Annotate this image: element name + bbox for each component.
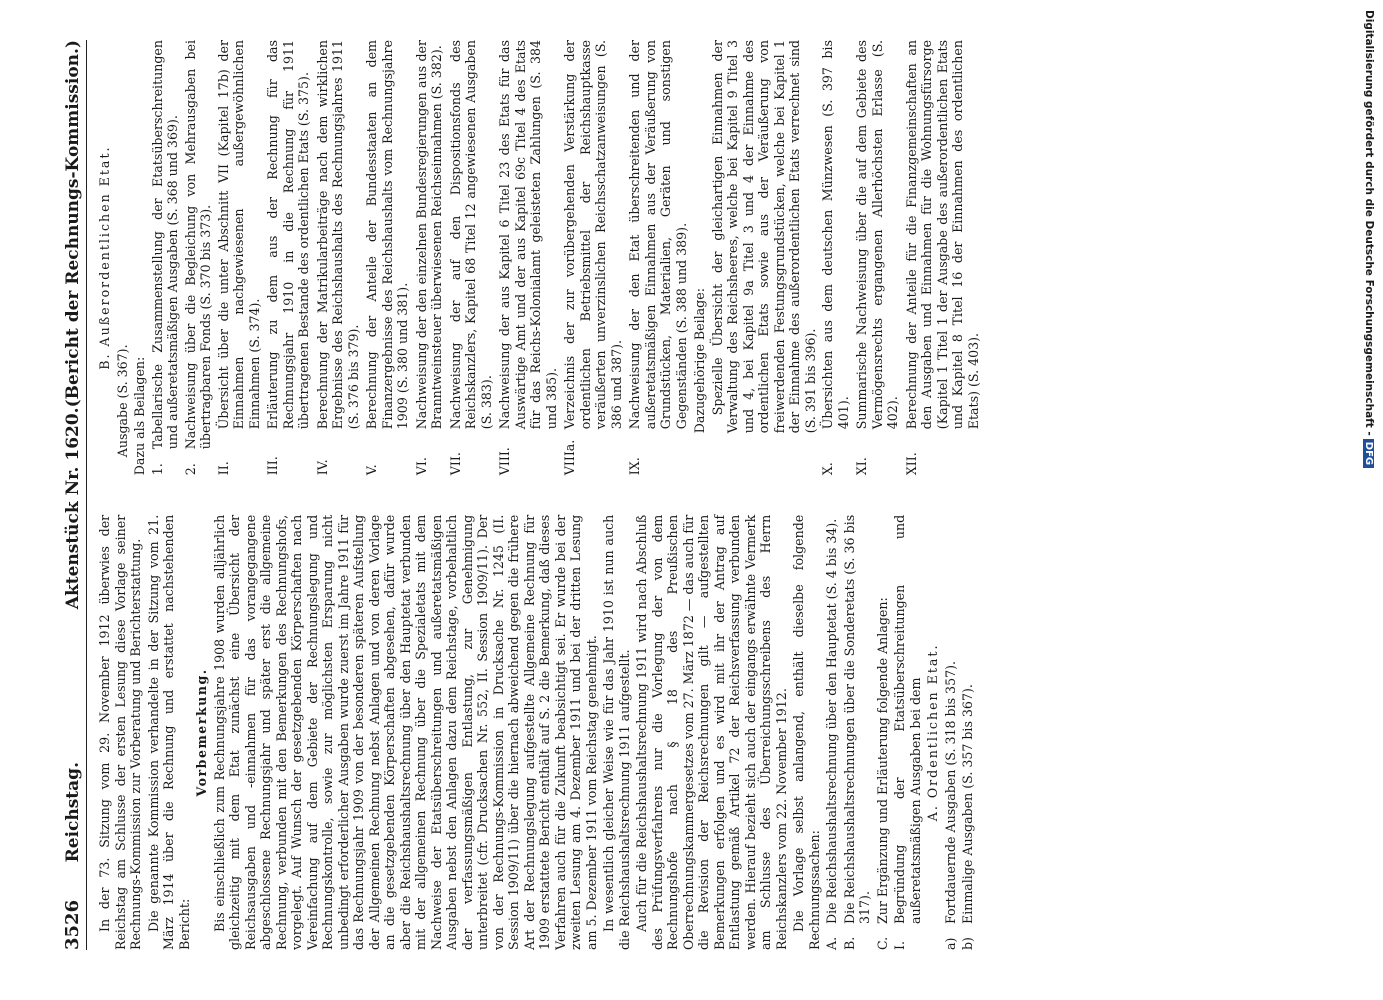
list-item-text: Summarische Nachweisung über die auf dem Gebiete des Vermögensrechts ergangenen Allerhöchsten Erlasse (S. 402).	[854, 40, 900, 430]
list-item-text: Nachweisung der den Etat überschreitenden und der außeretatsmäßigen Einnahmen aus der Veräußerung von Grundstücken, Materialien, Geräten und sonstigen Gegenständen (S. 388 und 389).	[627, 40, 689, 430]
list-item-text: Nachweisung der aus Kapitel 6 Titel 23 des Etats für das Auswärtige Amt und der aus Kapitel 69c Titel 4 des Etats für das Reichs-Kolonialamt geleisteten Zahlungen (S. 384 und 385).	[497, 40, 559, 430]
list-item-text: Verzeichnis der zur vorübergehenden Verstärkung der ordentlichen Betriebsmittel der Reichshauptkasse veräußerten unverzinslichen Reichsschatzanweisungen (S. 386 und 387).	[562, 40, 624, 430]
list-item-label: X.	[820, 462, 835, 476]
list-item-label: A.	[824, 936, 839, 950]
list-item-label: VIII.	[497, 447, 512, 476]
list-item-label: a)	[942, 937, 958, 950]
list-item	[562, 40, 624, 475]
list-item-label: b)	[960, 937, 975, 950]
list-item	[414, 40, 445, 475]
section-heading: Vorbemerkung.	[194, 668, 209, 797]
list-item-text: Nachweisung der den einzelnen Bundesregierungen aus der Branntweinsteuer überwiesenen Reichseinnahmen (S. 382).	[413, 40, 444, 430]
list-item-label: I.	[892, 941, 907, 950]
list-item-label: II.	[215, 461, 231, 476]
list-item-text: Übersichten aus dem deutschen Münzwesen (S. 397 bis 401).	[820, 40, 851, 430]
list-item-label: VII.	[447, 452, 463, 476]
list-item-text: Nachweisung über die Begleichung von Mehrausgaben bei übertragbaren Fonds (S. 370 bis 373).	[182, 40, 213, 450]
ausgabe-line: Ausgabe (S. 367).	[114, 344, 130, 458]
page-number: 3526	[62, 899, 83, 950]
list-item-label: VIIIa.	[562, 439, 577, 476]
list-item	[627, 40, 689, 475]
list-item-label: C.	[874, 936, 890, 950]
digitization-text: Digitalisierung gefördert durch die Deutsche Forschungsgemeinschaft -	[1363, 10, 1375, 436]
beilage-text: Spezielle Übersicht der gleichartigen Einnahmen der Verwaltung des Reichsheeres, welche bei Kapitel 9 Titel 3 und 4, bei Kapitel 9a Titel 3 und 4 der Einnahme des ordentlichen Etats sowie aus der Veräußerung von freiwerdenden Festungsgrundstücken, welche bei Kapitel 1 der Einnahme des außerordentlichen Etats verrechnet sind (S. 391 bis 396).	[709, 40, 818, 434]
list-item-text: Berechnung der Matrikularbeiträge nach dem wirklichen Ergebnisse des Reichshaushalts des Rechnungsjahres 1911 (S. 376 bis 379).	[314, 40, 361, 430]
vorbemerkung-paragraph-3: Auch für die Reichshaushaltsrechnung 1911 wird nach Abschluß des Prüfungsverfahrens nur die Vorlegung der von dem Rechnungshofe nach § 18 des Preußischen Oberrechnungskammergesetzes vom 27. März 1872 — das auch für die Revision der Reichsrechnungen gilt — aufgestellten Bemerkungen erfolgen und es wird mit ihr der Antrag auf Entlastung gemäß Artikel 72 der Reichsverfassung verbunden werden. Hierauf bezieht sich auch der eingangs erwähnte Vermerk am Schlusse des Überreichungsschreibens des Herrn Reichskanzlers vom 22. November 1912.	[634, 514, 789, 950]
left-column	[97, 515, 984, 950]
list-item	[943, 515, 959, 950]
subheading-ausserordentlich: B. Außerordentlichen Etat.	[97, 145, 112, 370]
page-header	[62, 40, 87, 950]
right-column	[97, 40, 984, 475]
list-item-text: Einmalige Ausgaben (S. 357 bis 367).	[960, 684, 975, 924]
list-item-label: VI.	[413, 457, 429, 476]
intro-paragraph-2: Die genannte Kommission verhandelte in der Sitzung vom 21. März 1914 über die Rechnung und erstattet nachstehenden Bericht:	[145, 514, 192, 950]
list-item-label: IV.	[314, 459, 330, 476]
list-item	[820, 40, 851, 475]
intro-paragraph-1: In der 73. Sitzung vom 29. November 1912 überwies der Reichstag am Schlusse der ersten Lesung diese Vorlage seiner Rechnungs-Kommission zur Vorberatung und Berichterstattung.	[97, 514, 143, 950]
beilage-heading: Dazugehörige Beilage:	[692, 288, 707, 434]
list-item-text: Die Reichshaushaltsrechnung über den Hauptetat (S. 4 bis 34).	[824, 518, 839, 924]
list-item-text: Begründung der Etatsüberschreitungen und außeretatsmäßigen Ausgaben bei dem	[892, 514, 923, 924]
dfg-badge: DFG	[1364, 439, 1375, 468]
digitization-note	[1361, 10, 1377, 990]
list-item-text: Zur Ergänzung und Erläuterung folgende Anlagen:	[874, 597, 890, 924]
list-item-label: B.	[841, 936, 857, 950]
list-item	[150, 40, 181, 475]
list-item	[216, 40, 263, 475]
vorlage-paragraph: Die Vorlage selbst anlangend, enthält dieselbe folgende Rechnungssachen:	[791, 514, 822, 950]
list-item	[842, 515, 873, 950]
list-item	[364, 40, 411, 475]
beilagen-intro: Dazu als Beilagen:	[132, 356, 147, 476]
list-item-text: Berechnung der Anteile der Bundesstaaten an dem Finanzergebnisse des Reichshaushalts vom Rechnungsjahre 1909 (S. 380 und 381).	[364, 40, 410, 430]
vorbemerkung-paragraph-1: Bis einschließlich zum Rechnungsjahre 1908 wurden alljährlich gleichzeitig mit dem Etat zunächst eine Übersicht der Reichsausgaben und -einnahmen für das vorangegangene abgeschlossene Rechnungsjahr und später erst die allgemeine Rechnung, verbunden mit den Bemerkungen des Rechnungshofs, vorgelegt. Auf Wunsch der gesetzgebenden Körperschaften nach Vereinfachung auf dem Gebiete der Rechnungslegung und Rechnungskontrolle, sowie zur möglichsten Ersparung nicht unbedingt erforderlicher Ausgaben wurde zuerst im Jahre 1911 für das Rechnungsjahr 1909 von der besonderen späteren Aufstellung der Allgemeinen Rechnung nebst Anlagen und von deren Vorlage an die gesetzgebenden Körperschaften abgesehen, dafür wurde aber die Reichshaushaltsrechnung über den Hauptetat verbunden mit der allgemeinen Rechnung über die Spezialetats mit dem Nachweise der Etatsüberschreitungen und außeretatsmäßigen Ausgaben nebst den Anlagen dazu dem Reichstage, vorbehaltlich der verfassungsmäßigen Entlastung, zur Genehmigung unterbreitet (cfr. Drucksachen Nr. 552, II. Session 1909/11). Der von der Rechnungs-Kommission in Drucksache Nr. 1245 (II. Session 1909/11) über die hiernach abweichend gegen die frühere Art der Rechnungslegung aufgestellte Allgemeine Rechnung für 1909 erstattete Bericht enthält auf S. 2 die Bemerkung, daß dieses Verfahren auch für die Zukunft beabsichtigt sei. Er wurde bei der zweiten Lesung am 4. Dezember 1911 und bei der dritten Lesung am 5. Dezember 1911 vom Reichstag genehmigt.	[211, 514, 599, 950]
list-item	[315, 40, 362, 475]
list-item-label: XII.	[903, 452, 919, 476]
list-item-text: Die Reichshaushaltsrechnungen über die Sonderetats (S. 36 bis 317).	[841, 514, 872, 924]
list-item-text: Fortdauernde Ausgaben (S. 318 bis 357).	[942, 660, 958, 924]
list-item-label: XI.	[854, 457, 869, 476]
header-middle: Aktenstück Nr. 1620.	[63, 407, 83, 610]
list-item	[497, 40, 559, 475]
list-item	[904, 40, 982, 475]
list-item-label: 2.	[182, 463, 198, 476]
header-right: (Bericht der Rechnungs-Kommission.)	[63, 40, 83, 408]
list-item	[854, 40, 901, 475]
list-item-text: Tabellarische Zusammenstellung der Etatsüberschreitungen und außeretatsmäßigen Ausgaben (S. 368 und 369).	[149, 40, 180, 450]
list-item-text: Übersicht über die unter Abschnitt VII (Kapitel 17b) der Einnahmen nachgewiesenen außergewöhnlichen Einnahmen (S. 374).	[215, 40, 262, 430]
list-item-label: V.	[364, 464, 379, 476]
list-item-label: 1.	[149, 463, 165, 476]
list-item-text: Nachweisung der auf den Dispositionsfonds des Reichskanzlers, Kapitel 68 Titel 12 angewiesenen Ausgaben (S. 383).	[447, 40, 494, 430]
list-item-text: Berechnung der Anteile für die Finanzgemeinschaften an den Ausgaben und Einnahmen für die Wohnungsfürsorge (Kapitel 1 Titel 1 der Ausgabe des außerordentlichen Etats und Kapitel 8 Titel 16 der Einnahmen des ordentlichen Etats) (S. 403).	[903, 40, 981, 430]
header-left: Reichstag.	[63, 762, 83, 863]
list-item	[875, 515, 891, 950]
list-item	[824, 515, 840, 950]
list-item	[960, 515, 976, 950]
list-item	[448, 40, 495, 475]
subheading-ordentlich: A. Ordentlichen Etat.	[925, 643, 940, 822]
list-item-label: III.	[265, 456, 280, 476]
list-item	[265, 40, 312, 475]
vorbemerkung-paragraph-2: In wesentlich gleicher Weise wie für das Jahr 1910 ist nun auch die Reichshaushaltsrechnung 1911 aufgestellt.	[601, 514, 632, 950]
list-item-text: Erläuterung zu dem aus der Rechnung für das Rechnungsjahr 1910 in die Rechnung für 1911 übertragenen Bestande des ordentlichen Etats (S. 375).	[265, 40, 311, 430]
list-item	[892, 515, 923, 950]
list-item-label: IX.	[627, 457, 642, 476]
list-item	[183, 40, 214, 475]
